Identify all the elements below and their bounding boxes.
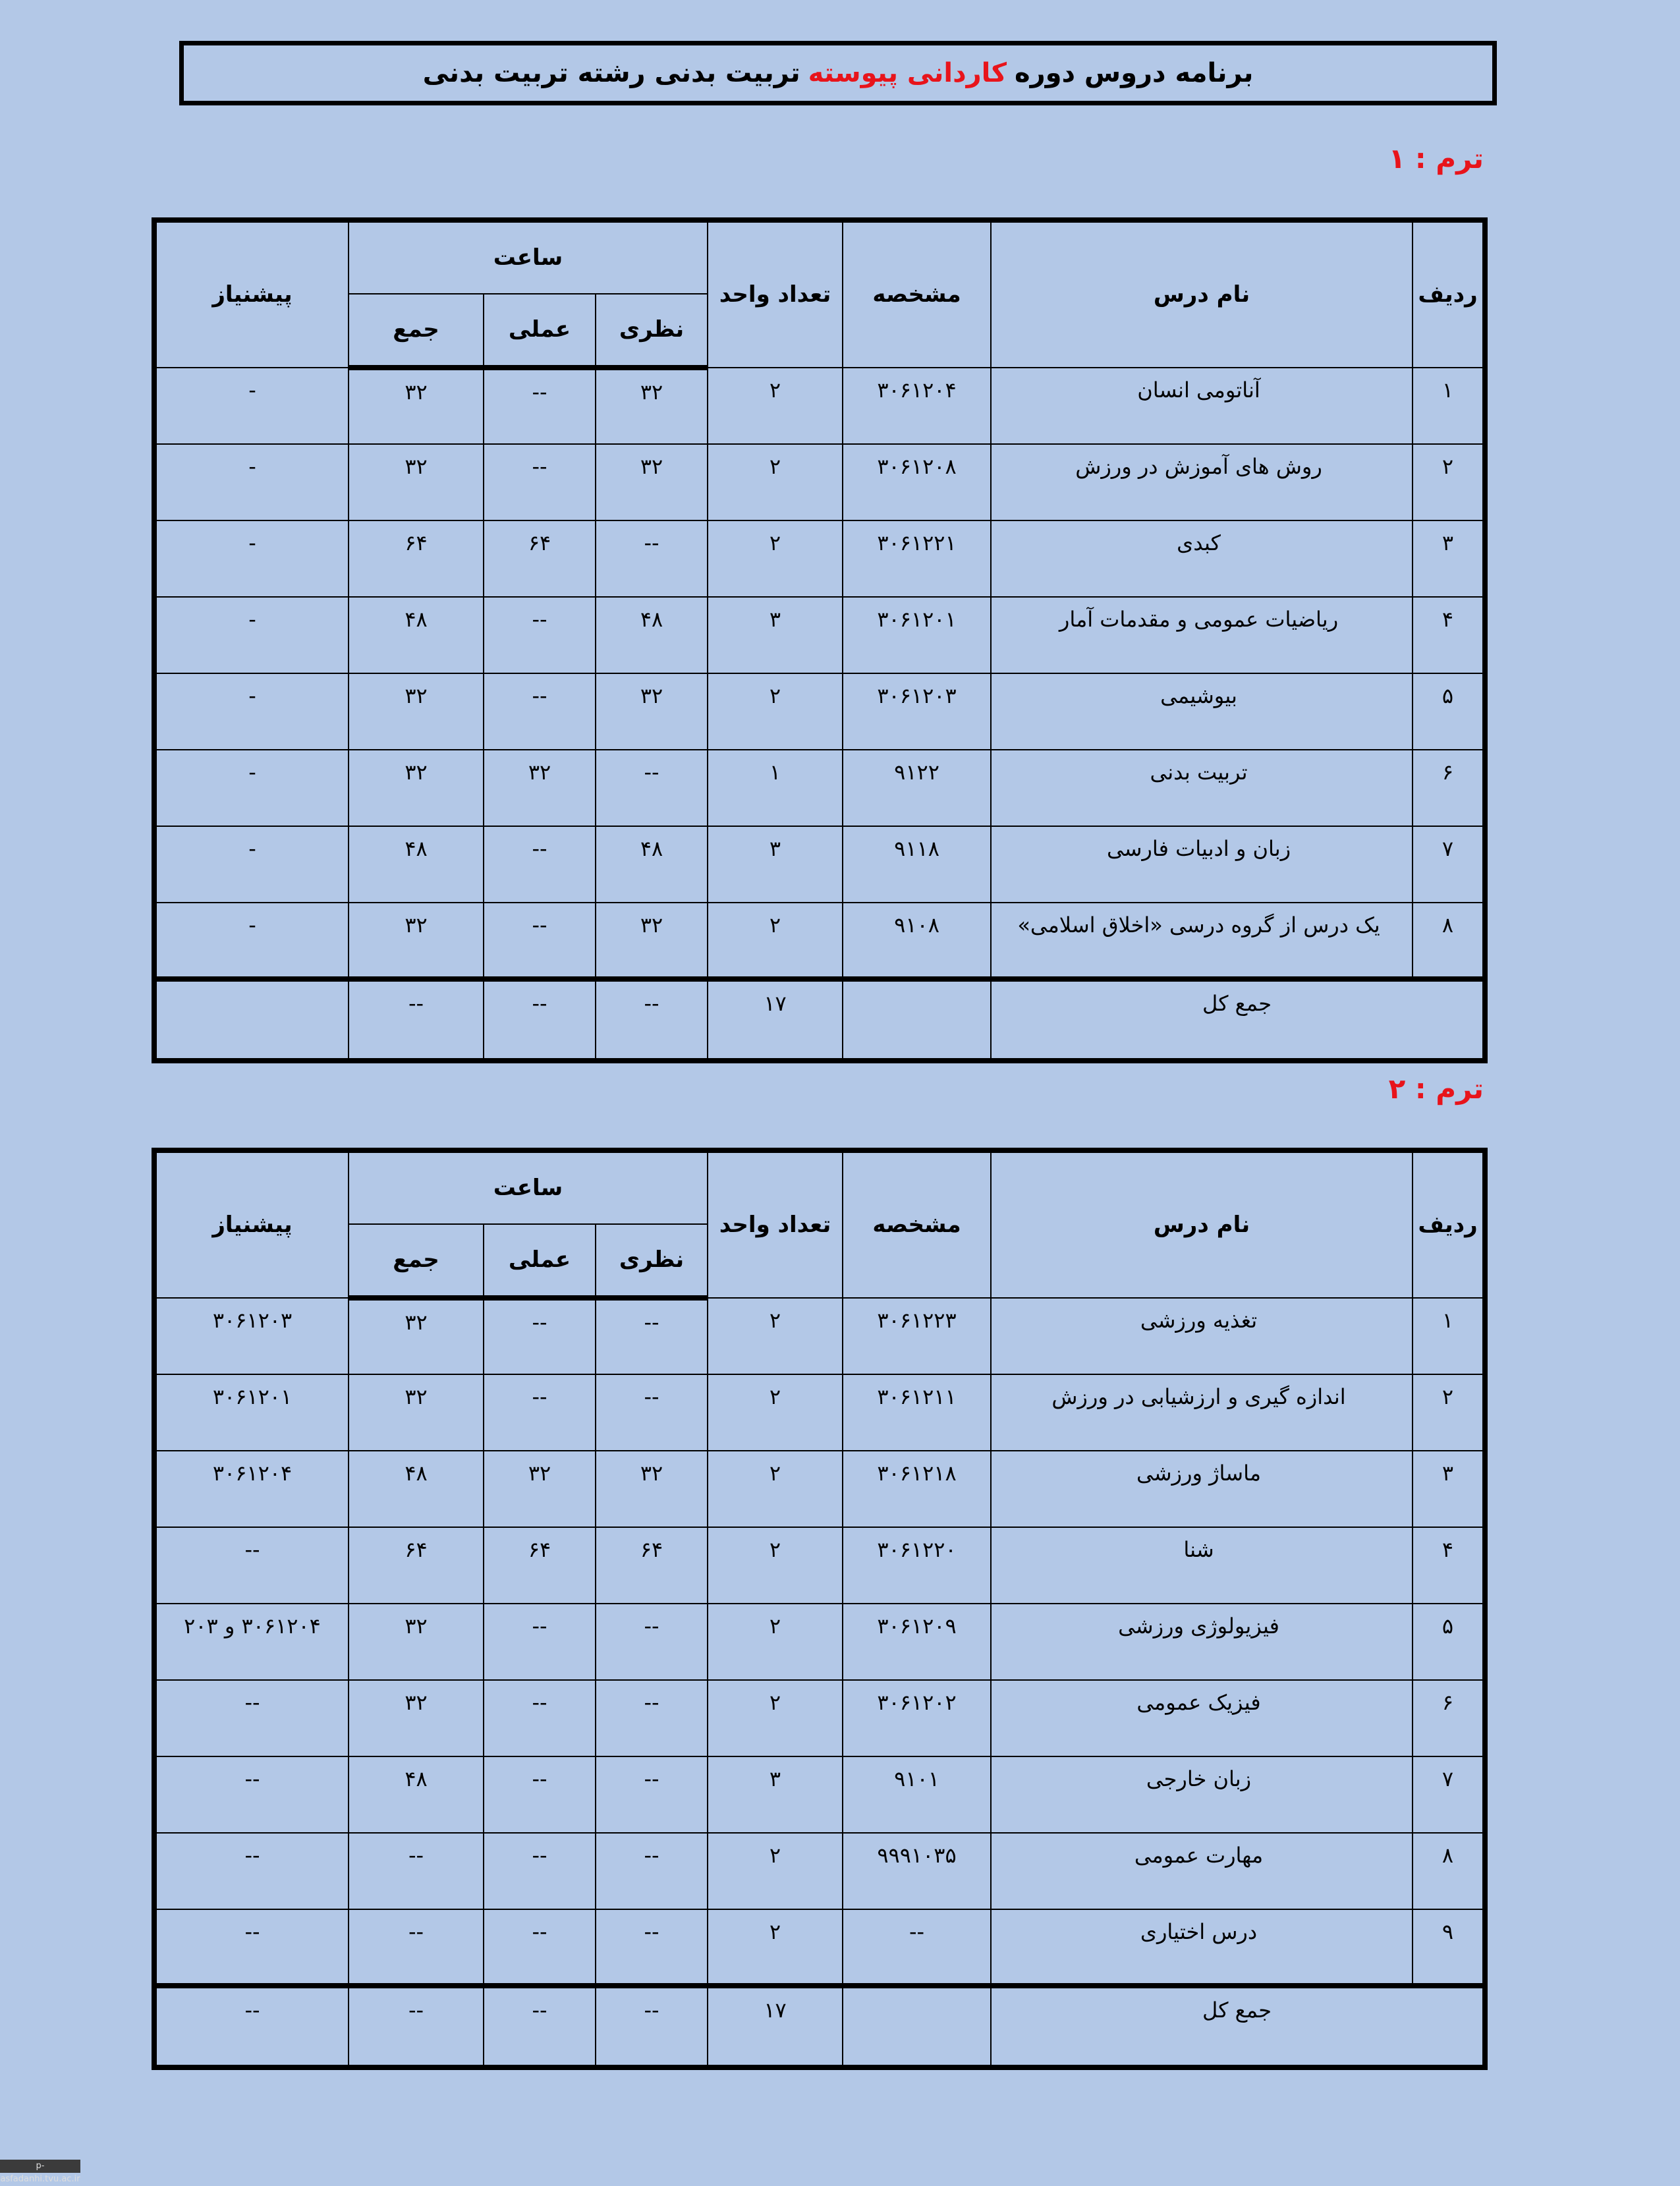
- cell-theory: --: [596, 1833, 708, 1909]
- cell-code: ۳۰۶۱۲۲۱: [843, 520, 991, 597]
- cell-name: کبدی: [991, 520, 1413, 597]
- table-row: [154, 750, 1485, 826]
- cell-units: ۲: [708, 1604, 843, 1680]
- cell-name: اندازه گیری و ارزشیابی در ورزش: [991, 1374, 1413, 1451]
- cell-units: ۲: [708, 1833, 843, 1909]
- total-practical: --: [484, 979, 596, 1061]
- title-highlight: کاردانی پیوسته: [808, 58, 1007, 88]
- cell-units: ۲: [708, 673, 843, 750]
- cell-name: درس اختیاری: [991, 1909, 1413, 1986]
- cell-total: --: [349, 1909, 484, 1986]
- cell-units: ۱: [708, 750, 843, 826]
- cell-practical: --: [484, 1374, 596, 1451]
- cell-practical: --: [484, 673, 596, 750]
- cell-practical: --: [484, 597, 596, 673]
- cell-theory: ۳۲: [596, 368, 708, 444]
- cell-code: ۹۱۲۲: [843, 750, 991, 826]
- cell-total: ۴۸: [349, 1756, 484, 1833]
- cell-prereq: -: [154, 826, 349, 903]
- cell-code: ۳۰۶۱۲۱۱: [843, 1374, 991, 1451]
- cell-name: فیزیولوژی ورزشی: [991, 1604, 1413, 1680]
- cell-code: ۳۰۶۱۲۰۸: [843, 444, 991, 520]
- cell-code: ۳۰۶۱۲۰۴: [843, 368, 991, 444]
- cell-prereq: --: [154, 1756, 349, 1833]
- cell-total: --: [349, 1833, 484, 1909]
- cell-practical: --: [484, 1604, 596, 1680]
- cell-name: ریاضیات عمومی و مقدمات آمار: [991, 597, 1413, 673]
- cell-row: ۵: [1413, 1604, 1485, 1680]
- cell-theory: ۳۲: [596, 444, 708, 520]
- title-part2: تربیت بدنی رشته تربیت بدنی: [422, 58, 800, 88]
- cell-practical: --: [484, 1298, 596, 1374]
- cell-name: روش های آموزش در ورزش: [991, 444, 1413, 520]
- table-row: [154, 1374, 1485, 1451]
- table-row: [154, 1756, 1485, 1833]
- cell-units: ۲: [708, 1374, 843, 1451]
- cell-name: آناتومی انسان: [991, 368, 1413, 444]
- cell-theory: --: [596, 750, 708, 826]
- cell-total: ۴۸: [349, 826, 484, 903]
- total-units: ۱۷: [708, 979, 843, 1061]
- col-units-header: تعداد واحد: [708, 1150, 843, 1298]
- table-row: [154, 368, 1485, 444]
- cell-code: ۹۱۰۱: [843, 1756, 991, 1833]
- col-name-header: نام درس: [991, 220, 1413, 368]
- cell-practical: ۶۴: [484, 1527, 596, 1604]
- cell-prereq: --: [154, 1680, 349, 1756]
- cell-code: [843, 979, 991, 1061]
- cell-name: زبان خارجی: [991, 1756, 1413, 1833]
- cell-units: ۲: [708, 1680, 843, 1756]
- total-row: [154, 1986, 1485, 2067]
- cell-prereq: -: [154, 444, 349, 520]
- cell-row: ۱: [1413, 1298, 1485, 1374]
- cell-prereq: ۳۰۶۱۲۰۱: [154, 1374, 349, 1451]
- table-row: [154, 1298, 1485, 1374]
- cell-theory: ۳۲: [596, 673, 708, 750]
- col-code-header: مشخصه: [843, 1150, 991, 1298]
- cell-prereq: -: [154, 597, 349, 673]
- cell-prereq: --: [154, 1833, 349, 1909]
- cell-theory: --: [596, 1756, 708, 1833]
- total-units: ۱۷: [708, 1986, 843, 2067]
- term1-label: ترم : ۱: [1388, 142, 1484, 175]
- cell-theory: --: [596, 1298, 708, 1374]
- cell-prereq: ۳۰۶۱۲۰۳: [154, 1298, 349, 1374]
- cell-practical: ۶۴: [484, 520, 596, 597]
- total-practical: --: [484, 1986, 596, 2067]
- cell-total: ۴۸: [349, 597, 484, 673]
- cell-code: ۳۰۶۱۲۰۹: [843, 1604, 991, 1680]
- col-total-header: جمع: [349, 294, 484, 368]
- cell-row: ۲: [1413, 444, 1485, 520]
- col-units-header: تعداد واحد: [708, 220, 843, 368]
- col-prereq-header: پیشنیاز: [154, 220, 349, 368]
- table-row: [154, 1909, 1485, 1986]
- cell-total: ۳۲: [349, 1374, 484, 1451]
- cell-name: شنا: [991, 1527, 1413, 1604]
- cell-prereq: -: [154, 673, 349, 750]
- cell-total: ۴۸: [349, 1451, 484, 1527]
- cell-row: ۷: [1413, 1756, 1485, 1833]
- total-label: جمع کل: [991, 1986, 1485, 2067]
- cell-name: تربیت بدنی: [991, 750, 1413, 826]
- site-badge[interactable]: p-asfadanhi.tvu.ac.ir: [0, 2161, 80, 2184]
- cell-theory: ۴۸: [596, 597, 708, 673]
- cell-total: ۳۲: [349, 1298, 484, 1374]
- table-row: [154, 1833, 1485, 1909]
- cell-prereq: --: [154, 1527, 349, 1604]
- table-row: [154, 1604, 1485, 1680]
- cell-units: ۲: [708, 1298, 843, 1374]
- cell-row: ۵: [1413, 673, 1485, 750]
- title-part1: برنامه دروس دوره: [1014, 58, 1254, 88]
- cell-total: ۳۲: [349, 1680, 484, 1756]
- cell-prereq: -: [154, 750, 349, 826]
- cell-code: ۳۰۶۱۲۲۰: [843, 1527, 991, 1604]
- table-row: [154, 826, 1485, 903]
- cell-code: ۹۱۱۸: [843, 826, 991, 903]
- cell-name: فیزیک عمومی: [991, 1680, 1413, 1756]
- cell-name: مهارت عمومی: [991, 1833, 1413, 1909]
- cell-prereq: -: [154, 903, 349, 979]
- col-hours-header: ساعت: [349, 1150, 708, 1224]
- total-theory: --: [596, 979, 708, 1061]
- cell-total: ۶۴: [349, 1527, 484, 1604]
- total-prereq: [154, 979, 349, 1061]
- cell-units: ۲: [708, 1527, 843, 1604]
- cell-theory: ۳۲: [596, 903, 708, 979]
- cell-total: ۶۴: [349, 520, 484, 597]
- col-theory-header: نظری: [596, 1224, 708, 1298]
- cell-theory: ۶۴: [596, 1527, 708, 1604]
- col-hours-header: ساعت: [349, 220, 708, 294]
- cell-theory: --: [596, 1604, 708, 1680]
- cell-prereq: ۳۰۶۱۲۰۴ و ۲۰۳: [154, 1604, 349, 1680]
- cell-name: تغذیه ورزشی: [991, 1298, 1413, 1374]
- total-label: جمع کل: [991, 979, 1485, 1061]
- cell-row: ۷: [1413, 826, 1485, 903]
- page-title: [179, 41, 1497, 105]
- cell-total: ۳۲: [349, 444, 484, 520]
- cell-practical: ۳۲: [484, 750, 596, 826]
- col-code-header: مشخصه: [843, 220, 991, 368]
- cell-units: ۲: [708, 903, 843, 979]
- cell-practical: --: [484, 1833, 596, 1909]
- cell-total: ۳۲: [349, 750, 484, 826]
- cell-units: ۲: [708, 444, 843, 520]
- term2-label: ترم : ۲: [1388, 1073, 1484, 1105]
- cell-code: ۳۰۶۱۲۰۳: [843, 673, 991, 750]
- cell-practical: --: [484, 368, 596, 444]
- term1-table: [152, 217, 1488, 1063]
- col-total-header: جمع: [349, 1224, 484, 1298]
- cell-total: ۳۲: [349, 1604, 484, 1680]
- cell-row: ۳: [1413, 520, 1485, 597]
- cell-practical: --: [484, 903, 596, 979]
- cell-theory: ۴۸: [596, 826, 708, 903]
- cell-theory: ۳۲: [596, 1451, 708, 1527]
- cell-prereq: -: [154, 368, 349, 444]
- table-row: [154, 903, 1485, 979]
- cell-code: ۹۹۹۱۰۳۵: [843, 1833, 991, 1909]
- cell-name: زبان و ادبیات فارسی: [991, 826, 1413, 903]
- table-row: [154, 1451, 1485, 1527]
- cell-practical: --: [484, 1680, 596, 1756]
- cell-code: [843, 1986, 991, 2067]
- cell-code: ۳۰۶۱۲۰۲: [843, 1680, 991, 1756]
- cell-units: ۳: [708, 826, 843, 903]
- cell-theory: --: [596, 1909, 708, 1986]
- col-row-header: ردیف: [1413, 1150, 1485, 1298]
- cell-row: ۴: [1413, 597, 1485, 673]
- table-row: [154, 1527, 1485, 1604]
- cell-row: ۶: [1413, 750, 1485, 826]
- cell-practical: --: [484, 826, 596, 903]
- cell-row: ۹: [1413, 1909, 1485, 1986]
- table-row: [154, 597, 1485, 673]
- table-row: [154, 673, 1485, 750]
- cell-theory: --: [596, 1374, 708, 1451]
- cell-row: ۴: [1413, 1527, 1485, 1604]
- cell-theory: --: [596, 520, 708, 597]
- cell-units: ۲: [708, 1909, 843, 1986]
- cell-units: ۳: [708, 1756, 843, 1833]
- total-total: --: [349, 979, 484, 1061]
- cell-units: ۲: [708, 520, 843, 597]
- col-prereq-header: پیشنیاز: [154, 1150, 349, 1298]
- cell-code: ۳۰۶۱۲۰۱: [843, 597, 991, 673]
- col-practical-header: عملی: [484, 294, 596, 368]
- term2-table: [152, 1148, 1488, 2070]
- table-row: [154, 1680, 1485, 1756]
- cell-practical: --: [484, 1756, 596, 1833]
- table-row: [154, 444, 1485, 520]
- cell-name: بیوشیمی: [991, 673, 1413, 750]
- cell-code: ۳۰۶۱۲۲۳: [843, 1298, 991, 1374]
- cell-row: ۳: [1413, 1451, 1485, 1527]
- total-theory: --: [596, 1986, 708, 2067]
- cell-total: ۳۲: [349, 673, 484, 750]
- table-row: [154, 520, 1485, 597]
- cell-practical: --: [484, 1909, 596, 1986]
- col-theory-header: نظری: [596, 294, 708, 368]
- cell-code: ۹۱۰۸: [843, 903, 991, 979]
- col-row-header: ردیف: [1413, 220, 1485, 368]
- cell-name: ماساژ ورزشی: [991, 1451, 1413, 1527]
- cell-total: ۳۲: [349, 903, 484, 979]
- cell-practical: --: [484, 444, 596, 520]
- cell-prereq: --: [154, 1909, 349, 1986]
- cell-row: ۸: [1413, 903, 1485, 979]
- cell-row: ۸: [1413, 1833, 1485, 1909]
- cell-code: --: [843, 1909, 991, 1986]
- col-name-header: نام درس: [991, 1150, 1413, 1298]
- cell-code: ۳۰۶۱۲۱۸: [843, 1451, 991, 1527]
- cell-row: ۱: [1413, 368, 1485, 444]
- total-prereq: --: [154, 1986, 349, 2067]
- total-row: [154, 979, 1485, 1061]
- cell-theory: --: [596, 1680, 708, 1756]
- cell-total: ۳۲: [349, 368, 484, 444]
- cell-row: ۶: [1413, 1680, 1485, 1756]
- cell-name: یک درس از گروه درسی «اخلاق اسلامی»: [991, 903, 1413, 979]
- cell-units: ۲: [708, 368, 843, 444]
- cell-units: ۲: [708, 1451, 843, 1527]
- cell-practical: ۳۲: [484, 1451, 596, 1527]
- cell-prereq: ۳۰۶۱۲۰۴: [154, 1451, 349, 1527]
- cell-units: ۳: [708, 597, 843, 673]
- cell-row: ۲: [1413, 1374, 1485, 1451]
- total-total: --: [349, 1986, 484, 2067]
- cell-prereq: -: [154, 520, 349, 597]
- col-practical-header: عملی: [484, 1224, 596, 1298]
